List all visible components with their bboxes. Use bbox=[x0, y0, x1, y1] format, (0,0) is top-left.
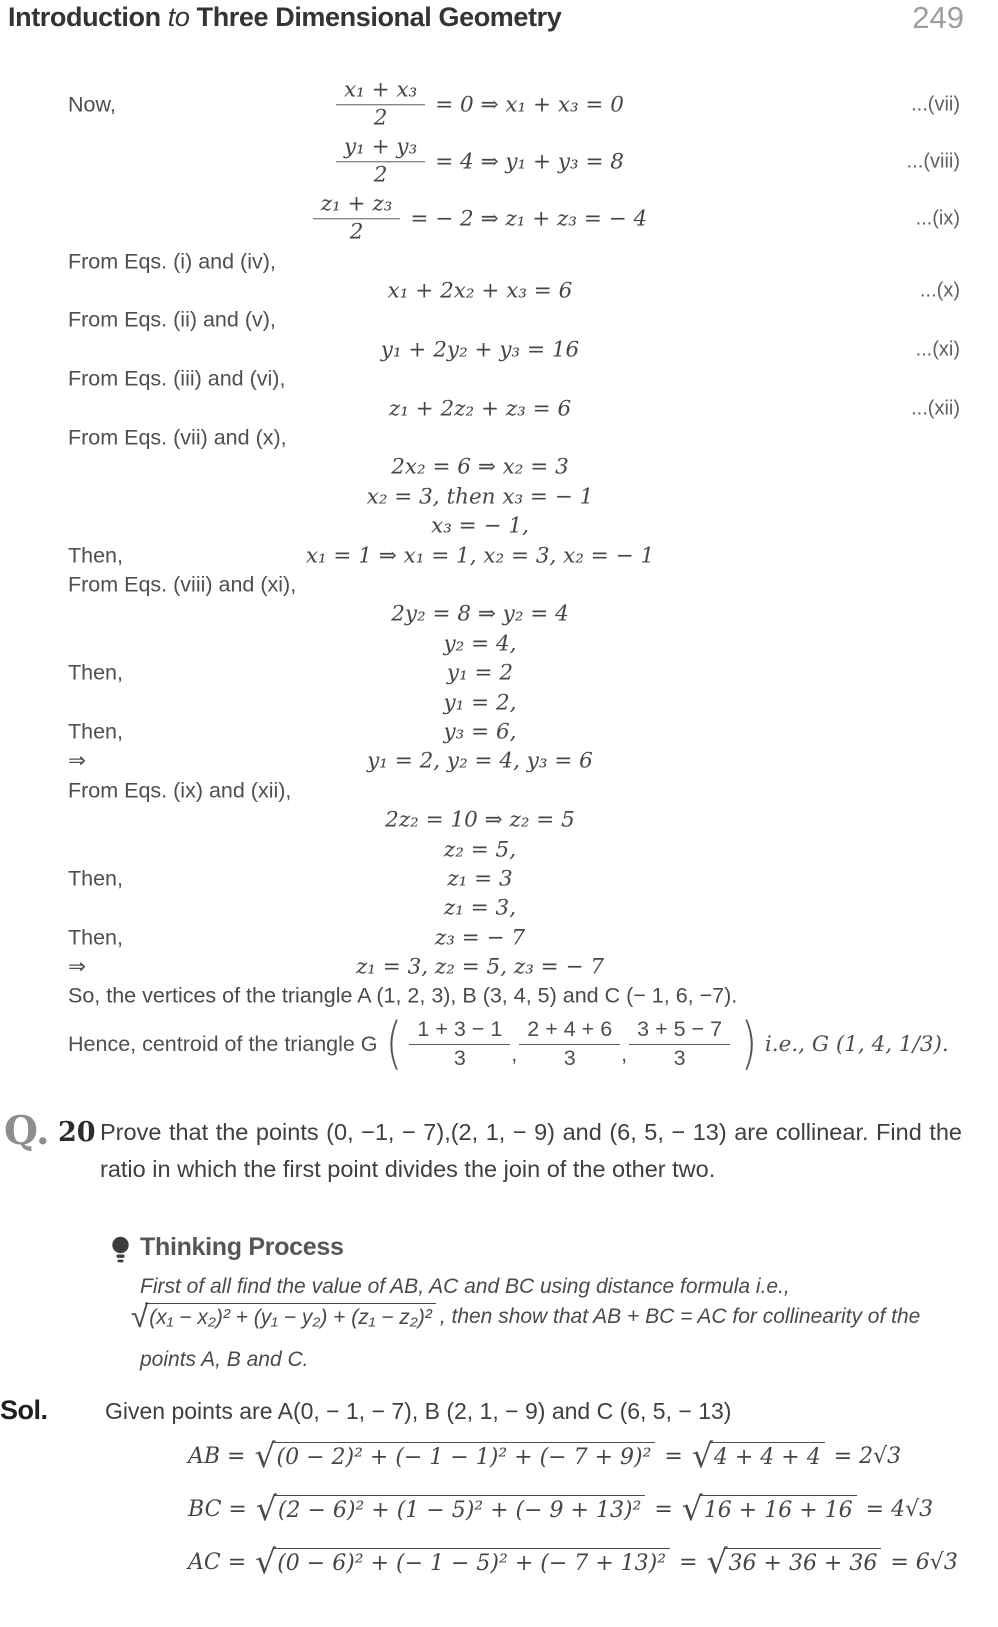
solution-label: Sol. bbox=[0, 1395, 48, 1425]
equation-text: y₁ + 2y₂ + y₃ = 16 bbox=[380, 337, 580, 363]
row-label: Then, bbox=[68, 866, 123, 891]
open-paren: ( bbox=[385, 1011, 402, 1077]
equation-lhs: AB = bbox=[188, 1444, 246, 1469]
equation-text: z₃ = − 7 bbox=[434, 925, 526, 951]
fraction-numerator: x₁ + x₃ bbox=[336, 78, 425, 106]
centroid-result: i.e., G (1, 4, 1/3). bbox=[764, 1031, 949, 1057]
question-text: Prove that the points (0, −1, − 7),(2, 1, − 9) and (6, 5, − 13) are collinear. Find the ratio in which the first point divides the join of the other two. bbox=[100, 1119, 962, 1182]
derivation-row bbox=[0, 864, 998, 893]
derivation-row bbox=[0, 894, 998, 923]
derivation-row bbox=[0, 717, 998, 746]
row-label: From Eqs. (iii) and (vi), bbox=[68, 366, 286, 391]
fraction bbox=[336, 78, 425, 131]
square-root bbox=[254, 1436, 655, 1476]
derivation-row bbox=[0, 776, 998, 805]
radicand: (2 − 6)² + (1 − 5)² + (− 9 + 13)² bbox=[274, 1495, 645, 1523]
equation-text: x₃ = − 1, bbox=[431, 513, 529, 539]
derivation-row bbox=[0, 805, 998, 834]
radicand: (0 − 2)² + (− 1 − 1)² + (− 7 + 9)² bbox=[273, 1442, 656, 1470]
fraction bbox=[519, 1017, 620, 1070]
radical-sign-icon: √ bbox=[706, 1542, 728, 1582]
equation-text: z₁ = 3, bbox=[443, 895, 517, 921]
distance-equations-block bbox=[188, 1430, 958, 1589]
radical-sign-icon: √ bbox=[691, 1436, 713, 1476]
equation-number: ...(viii) bbox=[906, 150, 960, 172]
derivation-row bbox=[0, 541, 998, 570]
equation-text: = 4 ⇒ y₁ + y₃ = 8 bbox=[435, 149, 624, 174]
equation-text: z₁ = 3 bbox=[447, 866, 513, 892]
row-label: ⇒ bbox=[68, 954, 87, 979]
derivation-row bbox=[0, 923, 998, 952]
fraction-separator bbox=[730, 1067, 733, 1071]
centroid-fraction bbox=[519, 1017, 629, 1070]
fraction-denominator: 2 bbox=[373, 105, 388, 131]
thinking-text-line2: , then show that AB + BC = AC for collinearity of the bbox=[439, 1304, 921, 1328]
fraction-numerator: 2 + 4 + 6 bbox=[519, 1017, 620, 1045]
row-label: From Eqs. (viii) and (xi), bbox=[68, 572, 297, 597]
radicand: 16 + 16 + 16 bbox=[700, 1495, 857, 1523]
derivation-row bbox=[0, 982, 998, 1011]
row-label: Then, bbox=[68, 925, 123, 950]
distance-equation bbox=[188, 1536, 958, 1589]
centroid-prefix: Hence, centroid of the triangle G bbox=[68, 1031, 378, 1056]
radical-sign-icon: √ bbox=[131, 1298, 149, 1334]
square-root bbox=[255, 1542, 670, 1582]
title-text-italic: to bbox=[167, 2, 190, 32]
fraction-separator: , bbox=[621, 1041, 628, 1066]
square-root bbox=[131, 1298, 436, 1334]
fraction-numerator: 1 + 3 − 1 bbox=[409, 1017, 510, 1045]
derivation-row bbox=[0, 658, 998, 687]
derivation-row bbox=[0, 600, 998, 629]
midpoint-equations-block bbox=[0, 76, 998, 247]
square-root bbox=[691, 1436, 825, 1476]
derivation-row bbox=[0, 453, 998, 482]
thinking-process-heading: Thinking Process bbox=[140, 1233, 344, 1261]
derivation-row bbox=[0, 335, 998, 364]
solution-given-points: Given points are A(0, − 1, − 7), B (2, 1, − 9) and C (6, 5, − 13) bbox=[105, 1398, 732, 1424]
square-root bbox=[255, 1489, 646, 1529]
derivation-row bbox=[0, 365, 998, 394]
equals-sign: = bbox=[654, 1497, 673, 1522]
fraction bbox=[313, 192, 401, 245]
equation-text: 2z₂ = 10 ⇒ z₂ = 5 bbox=[385, 807, 575, 833]
equation-lhs: BC = bbox=[188, 1497, 247, 1522]
square-root bbox=[681, 1489, 857, 1529]
radicand: 4 + 4 + 4 bbox=[710, 1442, 825, 1470]
page-number: 249 bbox=[912, 0, 964, 35]
equation-rhs: = 2√3 bbox=[833, 1444, 902, 1469]
radical-sign-icon: √ bbox=[254, 1436, 276, 1476]
equation-text: y₁ = 2, y₂ = 4, y₃ = 6 bbox=[367, 748, 593, 774]
equation-row bbox=[0, 76, 998, 133]
equals-sign: = bbox=[679, 1550, 698, 1575]
row-label: From Eqs. (vii) and (x), bbox=[68, 425, 287, 450]
radical-sign-icon: √ bbox=[255, 1489, 277, 1529]
derivation-row bbox=[0, 306, 998, 335]
row-label: Then, bbox=[68, 660, 123, 685]
derivation-row bbox=[0, 835, 998, 864]
fraction bbox=[336, 135, 425, 188]
derivation-row bbox=[0, 276, 998, 305]
equation-text: x₁ = 1 ⇒ x₁ = 1, x₂ = 3, x₂ = − 1 bbox=[305, 543, 655, 569]
thinking-text-line3: points A, B and C. bbox=[140, 1348, 309, 1371]
fraction-equation bbox=[230, 192, 730, 245]
row-label: ⇒ bbox=[68, 748, 87, 773]
thinking-text-line1: First of all find the value of AB, AC and BC using distance formula i.e., bbox=[140, 1275, 790, 1298]
fraction bbox=[629, 1017, 730, 1070]
derivation-row bbox=[0, 394, 998, 423]
equation-text: y₃ = 6, bbox=[443, 719, 517, 745]
thinking-formula bbox=[131, 1298, 921, 1334]
equation-text: x₁ + 2x₂ + x₃ = 6 bbox=[387, 278, 573, 304]
derivation-row bbox=[0, 952, 998, 981]
row-label: From Eqs. (ii) and (v), bbox=[68, 307, 276, 332]
fraction-equation bbox=[230, 78, 730, 131]
close-paren: ) bbox=[740, 1011, 758, 1077]
fraction-denominator: 2 bbox=[349, 219, 364, 245]
centroid-fraction bbox=[629, 1017, 733, 1070]
page-header bbox=[8, 2, 966, 33]
centroid-line bbox=[68, 1012, 949, 1076]
derivation-row bbox=[0, 688, 998, 717]
question-label: Q. bbox=[4, 1108, 50, 1154]
derivation-row bbox=[0, 629, 998, 658]
equation-text: z₁ + 2z₂ + z₃ = 6 bbox=[388, 396, 572, 422]
row-label: Then, bbox=[68, 719, 123, 744]
row-label: Then, bbox=[68, 543, 123, 568]
fraction-denominator: 2 bbox=[373, 162, 388, 188]
centroid-fraction bbox=[409, 1017, 519, 1070]
equation-row bbox=[0, 190, 998, 247]
fraction-denominator: 3 bbox=[453, 1046, 466, 1070]
equation-number: ...(vii) bbox=[911, 93, 960, 115]
equation-text: 2x₂ = 6 ⇒ x₂ = 3 bbox=[391, 454, 569, 480]
derivation-row bbox=[0, 747, 998, 776]
derivation-row bbox=[0, 482, 998, 511]
derivation-row bbox=[0, 247, 998, 276]
equation-text: = 0 ⇒ x₁ + x₃ = 0 bbox=[435, 92, 624, 117]
equation-text: z₂ = 5, bbox=[443, 837, 517, 862]
radical-sign-icon: √ bbox=[255, 1542, 277, 1582]
fraction bbox=[409, 1017, 510, 1070]
equation-rhs: = 6√3 bbox=[890, 1550, 958, 1575]
page-title bbox=[8, 2, 561, 33]
equation-rhs: = 4√3 bbox=[865, 1497, 934, 1522]
equation-text: y₁ = 2 bbox=[446, 660, 514, 686]
row-label: From Eqs. (i) and (iv), bbox=[68, 249, 276, 274]
equation-lhs: AC = bbox=[188, 1550, 247, 1575]
equation-number: ...(ix) bbox=[915, 207, 960, 229]
radicand: (x₁ − x₂)² + (y₁ − y₂) + (z₁ − z₂)² bbox=[145, 1303, 436, 1330]
equation-text: z₁ = 3, z₂ = 5, z₃ = − 7 bbox=[355, 954, 605, 980]
derivation-block bbox=[0, 247, 998, 1011]
radicand: 36 + 36 + 36 bbox=[725, 1548, 882, 1576]
equation-text: x₂ = 3, then x₃ = − 1 bbox=[366, 484, 594, 510]
equation-row bbox=[0, 133, 998, 190]
equals-sign: = bbox=[664, 1444, 683, 1469]
equation-number: ...(xii) bbox=[911, 397, 960, 420]
derivation-row bbox=[0, 423, 998, 452]
title-text: Three Dimensional Geometry bbox=[196, 2, 562, 32]
equation-number: ...(x) bbox=[920, 279, 960, 302]
fraction-denominator: 3 bbox=[563, 1046, 576, 1070]
fraction-denominator: 3 bbox=[673, 1046, 686, 1070]
equation-number: ...(xi) bbox=[915, 338, 960, 361]
fraction-equation bbox=[230, 135, 730, 188]
derivation-row bbox=[0, 512, 998, 541]
title-text: Introduction bbox=[8, 2, 161, 32]
question-number: 20 bbox=[58, 1117, 96, 1148]
distance-equation bbox=[188, 1430, 958, 1483]
distance-equation bbox=[188, 1483, 958, 1536]
fraction-numerator: 3 + 5 − 7 bbox=[629, 1017, 730, 1045]
equation-text: 2y₂ = 8 ⇒ y₂ = 4 bbox=[391, 601, 569, 627]
fraction-numerator: y₁ + y₃ bbox=[336, 135, 425, 163]
square-root bbox=[706, 1542, 882, 1582]
derivation-row bbox=[0, 570, 998, 599]
equation-text: y₁ = 2, bbox=[443, 690, 517, 716]
lightbulb-icon bbox=[111, 1236, 130, 1271]
fraction-numerator: z₁ + z₃ bbox=[313, 192, 401, 220]
row-label: Now, bbox=[68, 92, 116, 116]
statement-text: So, the vertices of the triangle A (1, 2, 3), B (3, 4, 5) and C (− 1, 6, −7). bbox=[68, 983, 738, 1008]
centroid-fractions bbox=[409, 1017, 733, 1070]
equation-text: = − 2 ⇒ z₁ + z₃ = − 4 bbox=[410, 206, 648, 231]
equation-text: y₂ = 4, bbox=[443, 631, 517, 657]
radicand: (0 − 6)² + (− 1 − 5)² + (− 7 + 13)² bbox=[273, 1548, 670, 1576]
row-label: From Eqs. (ix) and (xii), bbox=[68, 778, 292, 803]
radical-sign-icon: √ bbox=[681, 1489, 703, 1529]
fraction-separator: , bbox=[511, 1041, 518, 1066]
